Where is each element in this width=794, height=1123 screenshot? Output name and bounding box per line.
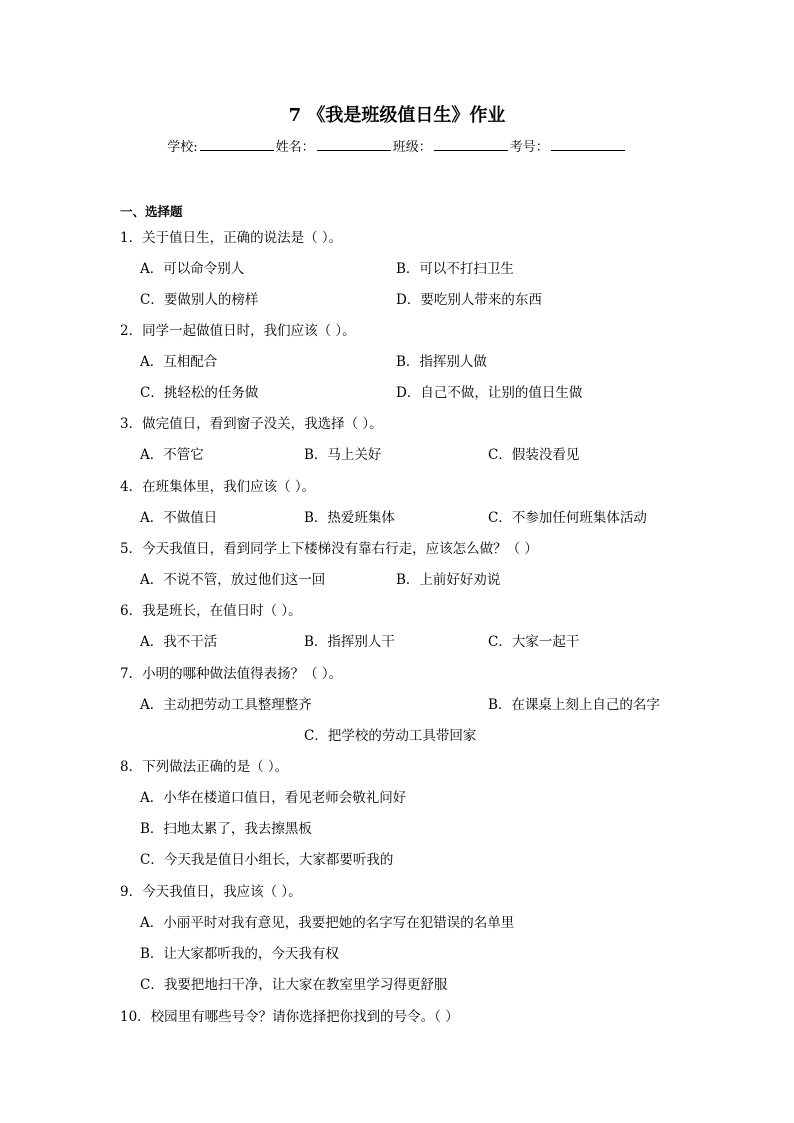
q8-option-b[interactable]: B．扫地太累了，我去擦黑板 xyxy=(140,821,312,837)
question-2: 2．同学一起做值日时，我们应该（ ）。 xyxy=(120,323,356,339)
number-blank[interactable] xyxy=(551,138,625,151)
question-5: 5．今天我值日，看到同学上下楼梯没有靠右行走，应该怎么做？（ ） xyxy=(120,541,538,557)
name-label: 姓名： xyxy=(275,140,315,155)
q1-option-c[interactable]: C．要做别人的榜样 xyxy=(140,292,259,308)
question-9: 9．今天我值日，我应该（ ）。 xyxy=(120,884,302,900)
q7-option-a[interactable]: A．主动把劳动工具整理整齐 xyxy=(140,697,312,713)
question-10: 10．校园里有哪些号令？请你选择把你找到的号令。（ ） xyxy=(120,1009,459,1025)
page-title: 7 《我是班级值日生》作业 xyxy=(288,105,506,126)
q9-option-b[interactable]: B．让大家都听我的，今天我有权 xyxy=(140,946,339,962)
q9-option-a[interactable]: A．小丽平时对我有意见，我要把她的名字写在犯错误的名单里 xyxy=(140,915,515,931)
q2-option-b[interactable]: B．指挥别人做 xyxy=(396,354,487,370)
q4-option-c[interactable]: C．不参加任何班集体活动 xyxy=(488,510,647,526)
q5-option-a[interactable]: A．不说不管，放过他们这一回 xyxy=(140,572,326,588)
q5-option-b[interactable]: B．上前好好劝说 xyxy=(396,572,501,588)
q2-option-d[interactable]: D．自己不做，让别的值日生做 xyxy=(396,385,583,401)
q6-option-c[interactable]: C．大家一起干 xyxy=(488,634,580,650)
q7-option-b[interactable]: B．在课桌上刻上自己的名字 xyxy=(488,697,660,713)
q8-option-a[interactable]: A．小华在楼道口值日，看见老师会敬礼问好 xyxy=(140,790,407,806)
q2-option-c[interactable]: C．挑轻松的任务做 xyxy=(140,385,259,401)
question-6: 6．我是班长，在值日时（ ）。 xyxy=(120,603,302,619)
question-8: 8．下列做法正确的是（ ）。 xyxy=(120,759,289,775)
q4-option-a[interactable]: A．不做值日 xyxy=(140,510,218,526)
q6-option-a[interactable]: A．我不干活 xyxy=(140,634,218,650)
question-3: 3．做完值日，看到窗子没关，我选择（ ）。 xyxy=(120,416,383,432)
class-label: 班级： xyxy=(392,140,432,155)
question-7: 7．小明的哪种做法值得表扬？（ ）。 xyxy=(120,666,343,682)
q4-option-b[interactable]: B．热爱班集体 xyxy=(304,510,395,526)
q7-option-c[interactable]: C．把学校的劳动工具带回家 xyxy=(304,728,477,744)
q2-option-a[interactable]: A．互相配合 xyxy=(140,354,218,370)
school-blank[interactable] xyxy=(200,138,274,151)
class-blank[interactable] xyxy=(434,138,508,151)
student-info-line xyxy=(0,138,794,158)
q9-option-c[interactable]: C．我要把地扫干净，让大家在教室里学习得更舒服 xyxy=(140,977,448,993)
q1-option-d[interactable]: D．要吃别人带来的东西 xyxy=(396,292,542,308)
q6-option-b[interactable]: B．指挥别人干 xyxy=(304,634,395,650)
q3-option-a[interactable]: A．不管它 xyxy=(140,447,204,463)
question-1: 1．关于值日生，正确的说法是（ ）。 xyxy=(120,230,343,246)
q1-option-a[interactable]: A．可以命令别人 xyxy=(140,261,245,277)
name-blank[interactable] xyxy=(317,138,391,151)
school-label: 学校: xyxy=(167,140,198,155)
number-label: 考号： xyxy=(509,140,549,155)
q8-option-c[interactable]: C．今天我是值日小组长，大家都要听我的 xyxy=(140,852,394,868)
q3-option-b[interactable]: B．马上关好 xyxy=(304,447,382,463)
section-title: 一、选择题 xyxy=(120,204,183,219)
q3-option-c[interactable]: C．假装没看见 xyxy=(488,447,580,463)
q1-option-b[interactable]: B．可以不打扫卫生 xyxy=(396,261,514,277)
question-4: 4．在班集体里，我们应该（ ）。 xyxy=(120,479,316,495)
